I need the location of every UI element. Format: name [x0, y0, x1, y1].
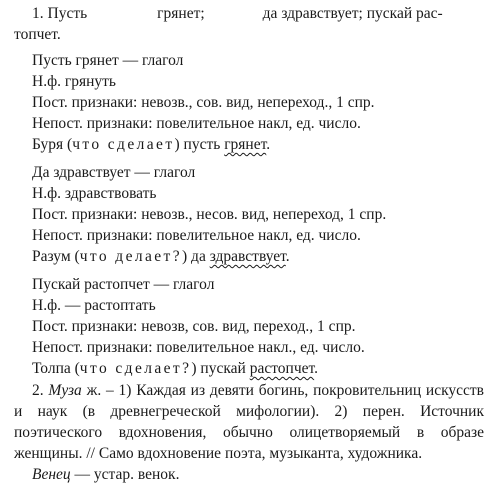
term-muza-text: – 1) Каждая из девяти богинь, покровительниц искусств и наук (в древнегреческой мифологии). 2) перен. Источник поэтического вдохновения, обычно олицетворяемый в образе женщины. // Само вдохновение поэта, музыканта, художника.: [14, 382, 484, 462]
block1-question: что сделает: [72, 136, 175, 153]
block2-question: что делает?: [79, 248, 183, 265]
block2-initial-form: Н.ф. здравствовать: [32, 185, 157, 202]
block1-sentence-start: Буря (: [32, 136, 73, 153]
task2-venets-definition: [14, 464, 484, 485]
block3-var-features: Непост. признаки: повелительное накл., ед. число.: [32, 339, 365, 356]
block2-predicate: здравствует: [209, 248, 286, 265]
block3-heading: Пускай растопчет — глагол: [32, 276, 215, 293]
block2-const-features: Пост. признаки: невозв., несов. вид, непереход, 1 спр.: [32, 206, 387, 223]
block1-sentence: [32, 135, 270, 155]
term-venets: Венец: [32, 466, 71, 483]
task1-word-gryanet: грянет;: [157, 5, 205, 22]
block3-predicate: растопчет: [249, 360, 315, 377]
block3-sentence-start: Толпа (: [32, 360, 80, 377]
task2-paragraph: [14, 380, 484, 485]
block1-const-features: Пост. признаки: невозв., сов. вид, непереход., 1 спр.: [32, 94, 375, 111]
block2-sentence: [32, 247, 290, 267]
block2-sentence-end: .: [285, 248, 290, 265]
block1-sentence-end: .: [266, 136, 271, 153]
block3-initial-form: Н.ф. — растоптать: [32, 297, 156, 314]
block3-sentence: [32, 359, 318, 379]
block3-const-features: Пост. признаки: невозв, сов. вид, переход., 1 спр.: [32, 318, 356, 335]
block1-heading: Пусть грянет — глагол: [32, 52, 184, 69]
block1-initial-form: Н.ф. грянуть: [32, 73, 116, 90]
block1-sentence-mid: ) пусть: [174, 136, 225, 153]
block1-var-features: Непост. признаки: повелительное накл, ед. число.: [32, 115, 361, 132]
task1-line2: топчет.: [14, 26, 61, 43]
block2-var-features: Непост. признаки: повелительное накл, ед. число.: [32, 227, 361, 244]
task1-number: 1.: [32, 5, 44, 22]
block1-predicate: грянет: [224, 136, 267, 153]
block3-sentence-end: .: [314, 360, 318, 377]
task2-muza-definition: [14, 380, 484, 464]
block2-heading: Да здравствует — глагол: [32, 164, 196, 181]
term-muza-gender: ж.: [86, 382, 102, 399]
term-venets-text: — устар. венок.: [70, 466, 180, 483]
term-muza: Муза: [48, 382, 82, 399]
block3-sentence-mid: ) пускай: [191, 360, 250, 377]
task1-word-pust: Пусть: [47, 5, 88, 22]
task2-number: 2.: [32, 382, 44, 399]
block3-question: что сделает?: [79, 360, 192, 377]
task1-phrase-rest: да здравствует; пускай рас-: [262, 5, 443, 22]
block2-sentence-mid: ) да: [182, 248, 210, 265]
task1-line1: [32, 4, 443, 24]
block2-sentence-start: Разум (: [32, 248, 80, 265]
